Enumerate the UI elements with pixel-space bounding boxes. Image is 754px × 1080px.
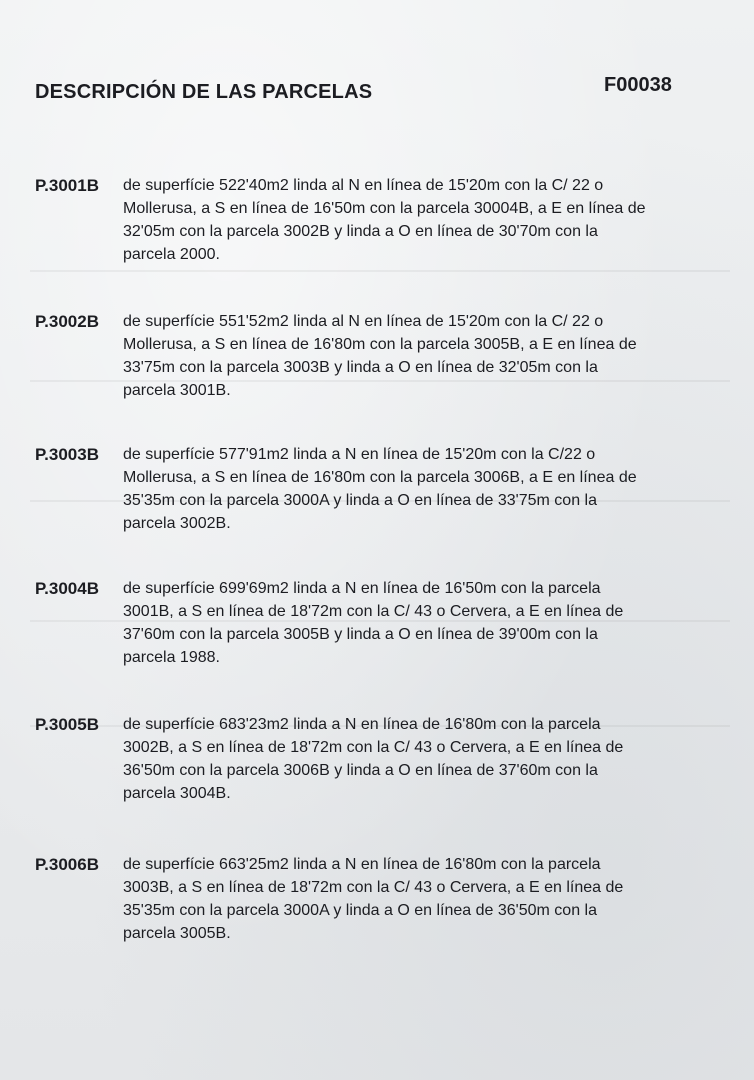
parcel-description-line: parcela 3005B. [123,925,231,942]
parcel-description-line: parcela 3004B. [123,785,231,802]
parcel-description-line: de superfície 577'91m2 linda a N en línea de 15'20m con la C/22 o [123,446,596,463]
parcel-description-line: de superfície 522'40m2 linda al N en línea de 15'20m con la C/ 22 o [123,177,604,194]
parcel-id: P.3006B [35,855,99,874]
parcel-id: P.3003B [35,445,99,464]
parcel-description [123,174,750,266]
parcel-description-line: 35'35m con la parcela 3000A y linda a O en línea de 36'50m con la [123,902,597,919]
parcel-description-line: 33'75m con la parcela 3003B y linda a O en línea de 32'05m con la [123,359,598,376]
parcel-description-line: de superfície 551'52m2 linda al N en línea de 15'20m con la C/ 22 o [123,313,604,330]
parcel-id: P.3001B [35,176,99,195]
parcel-description-line: 32'05m con la parcela 3002B y linda a O en línea de 30'70m con la [123,223,598,240]
parcel-id: P.3002B [35,312,99,331]
parcel-id: P.3004B [35,579,99,598]
parcel-description-line: 36'50m con la parcela 3006B y linda a O en línea de 37'60m con la [123,762,598,779]
parcel-description [123,310,750,402]
parcel-description-line: de superfície 663'25m2 linda a N en línea de 16'80m con la parcela [123,856,601,873]
parcel-description-line: 35'35m con la parcela 3000A y linda a O en línea de 33'75m con la [123,492,597,509]
parcel-description-line: parcela 2000. [123,246,220,263]
parcel-description-line: 37'60m con la parcela 3005B y linda a O en línea de 39'00m con la [123,626,598,643]
parcel-description-line: 3001B, a S en línea de 18'72m con la C/ 43 o Cervera, a E en línea de [123,603,624,620]
parcel-description-line: de superfície 699'69m2 linda a N en línea de 16'50m con la parcela [123,580,601,597]
parcel-description [123,577,750,669]
parcel-description-line: Mollerusa, a S en línea de 16'50m con la parcela 30004B, a E en línea de [123,200,646,217]
parcel-description-line: parcela 3002B. [123,515,231,532]
document-title: DESCRIPCIÓN DE LAS PARCELAS [35,81,373,103]
parcel-description-line: Mollerusa, a S en línea de 16'80m con la parcela 3006B, a E en línea de [123,469,637,486]
parcel-description-line: de superfície 683'23m2 linda a N en línea de 16'80m con la parcela [123,716,601,733]
parcel-description [123,853,750,945]
parcel-description-line: Mollerusa, a S en línea de 16'80m con la parcela 3005B, a E en línea de [123,336,637,353]
parcel-description-line: 3003B, a S en línea de 18'72m con la C/ 43 o Cervera, a E en línea de [123,879,624,896]
document-code: F00038 [604,74,672,96]
parcel-description-line: 3002B, a S en línea de 18'72m con la C/ 43 o Cervera, a E en línea de [123,739,624,756]
parcel-description [123,443,750,535]
parcel-description [123,713,750,805]
parcel-description-line: parcela 3001B. [123,382,231,399]
parcel-description-line: parcela 1988. [123,649,220,666]
document-header [35,76,685,110]
parcel-id: P.3005B [35,715,99,734]
